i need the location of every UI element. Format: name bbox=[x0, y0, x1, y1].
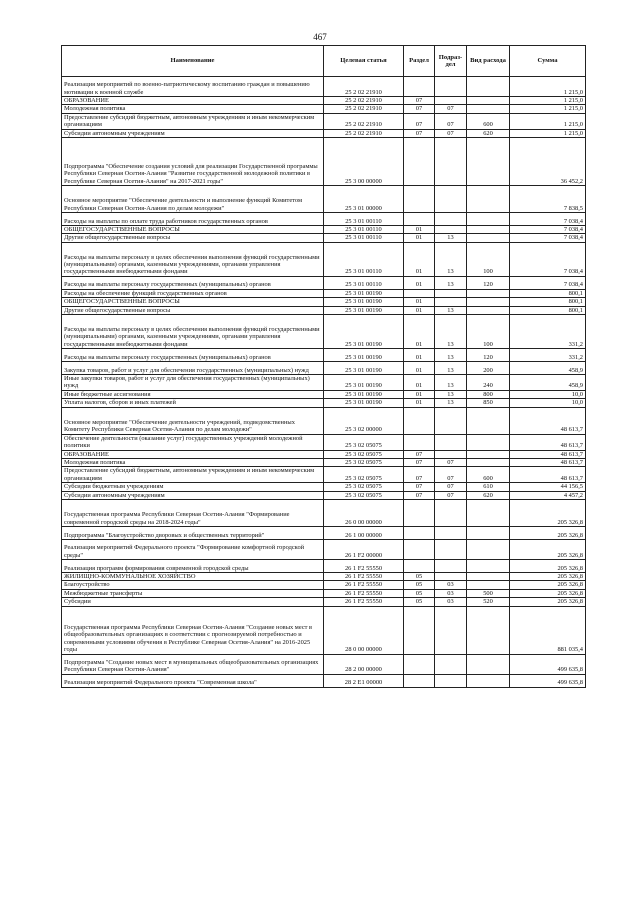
row-expense-type: 120 bbox=[467, 276, 510, 289]
row-subsection bbox=[435, 97, 467, 105]
row-section bbox=[404, 77, 435, 97]
row-subsection bbox=[435, 654, 467, 674]
row-name: ОБРАЗОВАНИЕ bbox=[62, 450, 324, 458]
row-amount: 7 038,4 bbox=[510, 226, 586, 234]
row-section: 01 bbox=[404, 315, 435, 349]
row-section bbox=[404, 674, 435, 687]
row-name: Расходы на выплаты персоналу государственных (муниципальных) органов bbox=[62, 349, 324, 362]
row-name: Предоставление субсидий бюджетным, автономным учреждениям и иным некоммерческим организациям bbox=[62, 113, 324, 129]
table-row bbox=[62, 315, 586, 349]
row-expense-type bbox=[467, 674, 510, 687]
row-expense-type bbox=[467, 138, 510, 186]
row-expense-type: 520 bbox=[467, 598, 510, 606]
row-code: 25 2 02 21910 bbox=[324, 97, 404, 105]
row-section: 01 bbox=[404, 362, 435, 375]
row-expense-type: 620 bbox=[467, 491, 510, 499]
row-section: 01 bbox=[404, 375, 435, 391]
row-expense-type bbox=[467, 105, 510, 113]
row-subsection: 13 bbox=[435, 242, 467, 276]
row-section: 01 bbox=[404, 306, 435, 314]
header-amount: Сумма bbox=[510, 46, 586, 77]
row-subsection: 03 bbox=[435, 589, 467, 597]
row-name: Расходы на обеспечение функций государственных органов bbox=[62, 289, 324, 297]
row-name: Обеспечение деятельности (оказание услуг) государственных учреждений молодежной политики bbox=[62, 434, 324, 450]
row-code: 25 3 01 00190 bbox=[324, 349, 404, 362]
row-amount: 1 215,0 bbox=[510, 105, 586, 113]
row-amount: 44 156,5 bbox=[510, 483, 586, 491]
table-row bbox=[62, 499, 586, 526]
row-amount: 331,2 bbox=[510, 349, 586, 362]
row-expense-type bbox=[467, 606, 510, 654]
table-row bbox=[62, 674, 586, 687]
row-name: Другие общегосударственные вопросы bbox=[62, 306, 324, 314]
row-subsection: 07 bbox=[435, 483, 467, 491]
row-code: 25 3 02 05075 bbox=[324, 483, 404, 491]
row-code: 25 3 01 00190 bbox=[324, 298, 404, 306]
row-code: 26 1 F2 55550 bbox=[324, 598, 404, 606]
row-amount: 205 326,8 bbox=[510, 559, 586, 572]
table-row bbox=[62, 105, 586, 113]
row-section: 05 bbox=[404, 572, 435, 580]
row-subsection: 03 bbox=[435, 581, 467, 589]
table-row bbox=[62, 375, 586, 391]
row-subsection bbox=[435, 450, 467, 458]
row-section: 01 bbox=[404, 276, 435, 289]
budget-table bbox=[61, 45, 586, 688]
row-section: 01 bbox=[404, 242, 435, 276]
row-section: 01 bbox=[404, 390, 435, 398]
row-code: 25 3 01 00110 bbox=[324, 234, 404, 242]
row-expense-type: 620 bbox=[467, 129, 510, 137]
row-expense-type: 850 bbox=[467, 399, 510, 407]
row-section: 01 bbox=[404, 226, 435, 234]
row-section: 05 bbox=[404, 589, 435, 597]
table-row bbox=[62, 589, 586, 597]
row-amount: 205 326,8 bbox=[510, 572, 586, 580]
row-name: Реализация программ формирования современной городской среды bbox=[62, 559, 324, 572]
row-subsection: 13 bbox=[435, 399, 467, 407]
row-code: 25 3 01 00190 bbox=[324, 399, 404, 407]
table-row bbox=[62, 407, 586, 434]
row-code: 25 3 02 00000 bbox=[324, 407, 404, 434]
row-subsection: 07 bbox=[435, 113, 467, 129]
row-expense-type bbox=[467, 289, 510, 297]
row-amount: 205 326,8 bbox=[510, 499, 586, 526]
table-row bbox=[62, 598, 586, 606]
row-name: Подпрограмма "Создание новых мест в муниципальных общеобразовательных организациях Республики Северная Осетия-Алания" bbox=[62, 654, 324, 674]
header-name: Наименование bbox=[62, 46, 324, 77]
row-section: 05 bbox=[404, 581, 435, 589]
row-amount: 48 613,7 bbox=[510, 434, 586, 450]
row-name: Молодежная политика bbox=[62, 105, 324, 113]
row-name: Расходы на выплаты персоналу в целях обеспечения выполнения функций государственными (муниципальными) органами, казенными учреждениями, органами управления государственными внебюджетными фондами bbox=[62, 242, 324, 276]
table-row bbox=[62, 234, 586, 242]
table-row bbox=[62, 539, 586, 559]
row-expense-type bbox=[467, 77, 510, 97]
row-section: 07 bbox=[404, 113, 435, 129]
row-expense-type bbox=[467, 572, 510, 580]
row-expense-type bbox=[467, 458, 510, 466]
row-expense-type: 500 bbox=[467, 589, 510, 597]
row-subsection: 13 bbox=[435, 349, 467, 362]
row-amount: 1 215,0 bbox=[510, 113, 586, 129]
row-code: 25 3 01 00190 bbox=[324, 306, 404, 314]
row-subsection bbox=[435, 539, 467, 559]
row-section bbox=[404, 539, 435, 559]
row-name: Государственная программа Республики Северная Осетия-Алания "Формирование современной городской среды на 2018-2024 годы" bbox=[62, 499, 324, 526]
row-amount: 205 326,8 bbox=[510, 598, 586, 606]
table-row bbox=[62, 276, 586, 289]
table-row bbox=[62, 289, 586, 297]
row-section bbox=[404, 606, 435, 654]
row-code: 25 3 01 00190 bbox=[324, 289, 404, 297]
row-section: 07 bbox=[404, 483, 435, 491]
row-code: 25 2 02 21910 bbox=[324, 129, 404, 137]
row-amount: 800,1 bbox=[510, 306, 586, 314]
row-subsection: 03 bbox=[435, 598, 467, 606]
row-amount: 800,1 bbox=[510, 298, 586, 306]
row-name: Реализация мероприятий Федерального проекта "Современная школа" bbox=[62, 674, 324, 687]
row-code: 26 0 00 00000 bbox=[324, 499, 404, 526]
row-subsection bbox=[435, 559, 467, 572]
row-code: 26 1 F2 00000 bbox=[324, 539, 404, 559]
row-code: 25 3 01 00110 bbox=[324, 226, 404, 234]
row-amount: 36 452,2 bbox=[510, 138, 586, 186]
row-section: 07 bbox=[404, 97, 435, 105]
row-name: Основное мероприятие "Обеспечение деятельности и выполнение функций Комитетом Республики Северная Осетия-Алания по делам молодежи" bbox=[62, 186, 324, 213]
table-row bbox=[62, 138, 586, 186]
row-code: 28 0 00 00000 bbox=[324, 606, 404, 654]
row-amount: 205 326,8 bbox=[510, 526, 586, 539]
row-expense-type bbox=[467, 298, 510, 306]
header-code: Целевая статья bbox=[324, 46, 404, 77]
row-code: 28 2 00 00000 bbox=[324, 654, 404, 674]
row-subsection bbox=[435, 407, 467, 434]
table-row bbox=[62, 113, 586, 129]
row-expense-type bbox=[467, 213, 510, 226]
header-expense-type: Вид расхода bbox=[467, 46, 510, 77]
row-expense-type: 100 bbox=[467, 242, 510, 276]
row-amount: 499 635,8 bbox=[510, 674, 586, 687]
row-expense-type: 120 bbox=[467, 349, 510, 362]
row-name: Уплата налогов, сборов и иных платежей bbox=[62, 399, 324, 407]
row-amount: 48 613,7 bbox=[510, 467, 586, 483]
row-subsection: 13 bbox=[435, 234, 467, 242]
table-row bbox=[62, 186, 586, 213]
row-name: Подпрограмма "Обеспечение создания условий для реализации Государственной программы Республики Северная Осетия-Алания "Развитие государственной молодежной политики в Республике Северная Осетия-Алания" на 2017-2021 годы" bbox=[62, 138, 324, 186]
row-expense-type bbox=[467, 499, 510, 526]
row-code: 25 3 02 05075 bbox=[324, 491, 404, 499]
table-row bbox=[62, 467, 586, 483]
row-amount: 205 326,8 bbox=[510, 581, 586, 589]
header-subsection: Подраз- дел bbox=[435, 46, 467, 77]
table-row bbox=[62, 491, 586, 499]
row-subsection: 07 bbox=[435, 105, 467, 113]
row-expense-type: 610 bbox=[467, 483, 510, 491]
row-expense-type bbox=[467, 581, 510, 589]
row-amount: 48 613,7 bbox=[510, 458, 586, 466]
row-section bbox=[404, 289, 435, 297]
row-code: 25 3 02 05075 bbox=[324, 434, 404, 450]
row-name: Расходы на выплаты по оплате труда работников государственных органов bbox=[62, 213, 324, 226]
row-expense-type: 600 bbox=[467, 467, 510, 483]
row-code: 25 3 01 00110 bbox=[324, 276, 404, 289]
row-subsection: 13 bbox=[435, 375, 467, 391]
row-expense-type: 100 bbox=[467, 315, 510, 349]
row-subsection bbox=[435, 226, 467, 234]
row-section: 07 bbox=[404, 129, 435, 137]
row-name: Реализация мероприятий по военно-патриотическому воспитанию граждан и повышению мотивации к военной службе bbox=[62, 77, 324, 97]
row-name: Иные бюджетные ассигнования bbox=[62, 390, 324, 398]
row-section: 07 bbox=[404, 458, 435, 466]
row-section bbox=[404, 213, 435, 226]
row-name: Закупка товаров, работ и услуг для обеспечения государственных (муниципальных) нужд bbox=[62, 362, 324, 375]
row-section: 07 bbox=[404, 467, 435, 483]
row-amount: 4 457,2 bbox=[510, 491, 586, 499]
row-expense-type bbox=[467, 306, 510, 314]
row-subsection bbox=[435, 289, 467, 297]
row-amount: 458,9 bbox=[510, 362, 586, 375]
row-amount: 7 038,4 bbox=[510, 213, 586, 226]
row-code: 25 3 02 05075 bbox=[324, 467, 404, 483]
row-amount: 48 613,7 bbox=[510, 407, 586, 434]
row-subsection bbox=[435, 77, 467, 97]
table-row bbox=[62, 129, 586, 137]
row-section bbox=[404, 499, 435, 526]
row-subsection bbox=[435, 298, 467, 306]
row-code: 28 2 E1 00000 bbox=[324, 674, 404, 687]
table-row bbox=[62, 399, 586, 407]
row-amount: 7 838,5 bbox=[510, 186, 586, 213]
row-subsection: 07 bbox=[435, 129, 467, 137]
table-row bbox=[62, 298, 586, 306]
row-expense-type bbox=[467, 407, 510, 434]
row-name: ОБЩЕГОСУДАРСТВЕННЫЕ ВОПРОСЫ bbox=[62, 226, 324, 234]
row-code: 26 1 F2 55550 bbox=[324, 559, 404, 572]
header-section: Раздел bbox=[404, 46, 435, 77]
table-row bbox=[62, 458, 586, 466]
row-expense-type bbox=[467, 450, 510, 458]
row-section: 07 bbox=[404, 450, 435, 458]
row-expense-type: 800 bbox=[467, 390, 510, 398]
row-section bbox=[404, 654, 435, 674]
row-section bbox=[404, 559, 435, 572]
table-row bbox=[62, 349, 586, 362]
row-section bbox=[404, 526, 435, 539]
table-row bbox=[62, 97, 586, 105]
row-subsection: 13 bbox=[435, 306, 467, 314]
row-code: 25 3 01 00190 bbox=[324, 362, 404, 375]
row-amount: 7 038,4 bbox=[510, 276, 586, 289]
row-code: 25 2 02 21910 bbox=[324, 77, 404, 97]
table-row bbox=[62, 362, 586, 375]
row-code: 25 3 01 00190 bbox=[324, 375, 404, 391]
row-code: 25 3 01 00190 bbox=[324, 315, 404, 349]
table-row bbox=[62, 526, 586, 539]
row-name: Подпрограмма "Благоустройство дворовых и общественных территорий" bbox=[62, 526, 324, 539]
row-subsection bbox=[435, 526, 467, 539]
row-code: 26 1 F2 55550 bbox=[324, 581, 404, 589]
row-section: 01 bbox=[404, 234, 435, 242]
row-code: 25 3 01 00110 bbox=[324, 213, 404, 226]
row-amount: 499 635,8 bbox=[510, 654, 586, 674]
row-section bbox=[404, 407, 435, 434]
row-name: ОБРАЗОВАНИЕ bbox=[62, 97, 324, 105]
row-expense-type: 600 bbox=[467, 113, 510, 129]
page-number: 467 bbox=[313, 32, 327, 42]
row-subsection: 13 bbox=[435, 390, 467, 398]
table-row bbox=[62, 434, 586, 450]
row-section: 07 bbox=[404, 491, 435, 499]
table-row bbox=[62, 77, 586, 97]
row-subsection: 13 bbox=[435, 362, 467, 375]
table-row bbox=[62, 572, 586, 580]
table-row bbox=[62, 483, 586, 491]
row-name: Государственная программа Республики Северная Осетия-Алания "Создание новых мест в общеобразовательных организациях в соответствии с прогнозируемой потребностью и современными условиями обучения в Республике Северная Осетия-Алания" на 2016-2025 годы bbox=[62, 606, 324, 654]
row-amount: 10,0 bbox=[510, 390, 586, 398]
row-section: 01 bbox=[404, 399, 435, 407]
row-expense-type bbox=[467, 226, 510, 234]
row-code: 25 3 00 00000 bbox=[324, 138, 404, 186]
row-amount: 205 326,8 bbox=[510, 589, 586, 597]
row-amount: 7 038,4 bbox=[510, 242, 586, 276]
row-name: Субсидии автономным учреждениям bbox=[62, 491, 324, 499]
row-amount: 458,9 bbox=[510, 375, 586, 391]
row-amount: 331,2 bbox=[510, 315, 586, 349]
row-code: 25 2 02 21910 bbox=[324, 105, 404, 113]
row-amount: 48 613,7 bbox=[510, 450, 586, 458]
row-code: 25 2 02 21910 bbox=[324, 113, 404, 129]
row-subsection bbox=[435, 572, 467, 580]
row-name: Основное мероприятие "Обеспечение деятельности учреждений, подведомственных Комитету Республики Северная Осетия-Алания по делам молодежи" bbox=[62, 407, 324, 434]
table-row bbox=[62, 606, 586, 654]
row-expense-type bbox=[467, 539, 510, 559]
table-row bbox=[62, 390, 586, 398]
row-amount: 205 326,8 bbox=[510, 539, 586, 559]
row-name: Благоустройство bbox=[62, 581, 324, 589]
row-section: 01 bbox=[404, 298, 435, 306]
row-name: Молодежная политика bbox=[62, 458, 324, 466]
row-code: 25 3 02 05075 bbox=[324, 458, 404, 466]
row-expense-type: 200 bbox=[467, 362, 510, 375]
row-expense-type bbox=[467, 186, 510, 213]
table-row bbox=[62, 654, 586, 674]
row-code: 25 3 01 00110 bbox=[324, 242, 404, 276]
row-section bbox=[404, 186, 435, 213]
row-code: 25 3 02 05075 bbox=[324, 450, 404, 458]
row-name: Предоставление субсидий бюджетным, автономным учреждениям и иным некоммерческим организациям bbox=[62, 467, 324, 483]
row-amount: 1 215,0 bbox=[510, 129, 586, 137]
table-row bbox=[62, 226, 586, 234]
row-amount: 1 215,0 bbox=[510, 77, 586, 97]
row-subsection: 07 bbox=[435, 458, 467, 466]
row-name: ОБЩЕГОСУДАРСТВЕННЫЕ ВОПРОСЫ bbox=[62, 298, 324, 306]
row-expense-type bbox=[467, 559, 510, 572]
row-name: Субсидии бюджетным учреждениям bbox=[62, 483, 324, 491]
row-subsection: 13 bbox=[435, 315, 467, 349]
row-amount: 1 215,0 bbox=[510, 97, 586, 105]
row-name: ЖИЛИЩНО-КОММУНАЛЬНОЕ ХОЗЯЙСТВО bbox=[62, 572, 324, 580]
table-header-row bbox=[62, 46, 586, 77]
row-subsection: 07 bbox=[435, 491, 467, 499]
row-expense-type bbox=[467, 654, 510, 674]
row-code: 26 1 F2 55550 bbox=[324, 589, 404, 597]
row-subsection bbox=[435, 213, 467, 226]
row-amount: 7 038,4 bbox=[510, 234, 586, 242]
row-section bbox=[404, 138, 435, 186]
row-code: 25 3 01 00190 bbox=[324, 390, 404, 398]
table-row bbox=[62, 581, 586, 589]
row-name: Расходы на выплаты персоналу государственных (муниципальных) органов bbox=[62, 276, 324, 289]
row-section: 05 bbox=[404, 598, 435, 606]
row-expense-type bbox=[467, 97, 510, 105]
row-subsection: 07 bbox=[435, 467, 467, 483]
row-code: 25 3 01 00000 bbox=[324, 186, 404, 213]
row-name: Межбюджетные трансферты bbox=[62, 589, 324, 597]
row-name: Субсидии автономным учреждениям bbox=[62, 129, 324, 137]
row-expense-type bbox=[467, 526, 510, 539]
table-row bbox=[62, 559, 586, 572]
row-expense-type bbox=[467, 234, 510, 242]
row-name: Реализация мероприятий Федерального проекта "Формирование комфортной городской среды" bbox=[62, 539, 324, 559]
row-name: Иные закупки товаров, работ и услуг для обеспечения государственных (муниципальных) нужд bbox=[62, 375, 324, 391]
row-subsection: 13 bbox=[435, 276, 467, 289]
table-row bbox=[62, 213, 586, 226]
row-code: 26 1 00 00000 bbox=[324, 526, 404, 539]
row-amount: 881 035,4 bbox=[510, 606, 586, 654]
row-subsection bbox=[435, 499, 467, 526]
row-name: Субсидии bbox=[62, 598, 324, 606]
row-subsection bbox=[435, 606, 467, 654]
row-name: Другие общегосударственные вопросы bbox=[62, 234, 324, 242]
row-subsection bbox=[435, 138, 467, 186]
row-amount: 800,1 bbox=[510, 289, 586, 297]
row-expense-type bbox=[467, 434, 510, 450]
row-subsection bbox=[435, 674, 467, 687]
row-section bbox=[404, 434, 435, 450]
row-subsection bbox=[435, 434, 467, 450]
row-section: 07 bbox=[404, 105, 435, 113]
table-row bbox=[62, 306, 586, 314]
row-amount: 10,0 bbox=[510, 399, 586, 407]
row-subsection bbox=[435, 186, 467, 213]
row-expense-type: 240 bbox=[467, 375, 510, 391]
row-section: 01 bbox=[404, 349, 435, 362]
row-name: Расходы на выплаты персоналу в целях обеспечения выполнения функций государственными (муниципальными) органами, казенными учреждениями, органами управления государственными внебюджетными фондами bbox=[62, 315, 324, 349]
table-row bbox=[62, 450, 586, 458]
table-row bbox=[62, 242, 586, 276]
row-code: 26 1 F2 55550 bbox=[324, 572, 404, 580]
